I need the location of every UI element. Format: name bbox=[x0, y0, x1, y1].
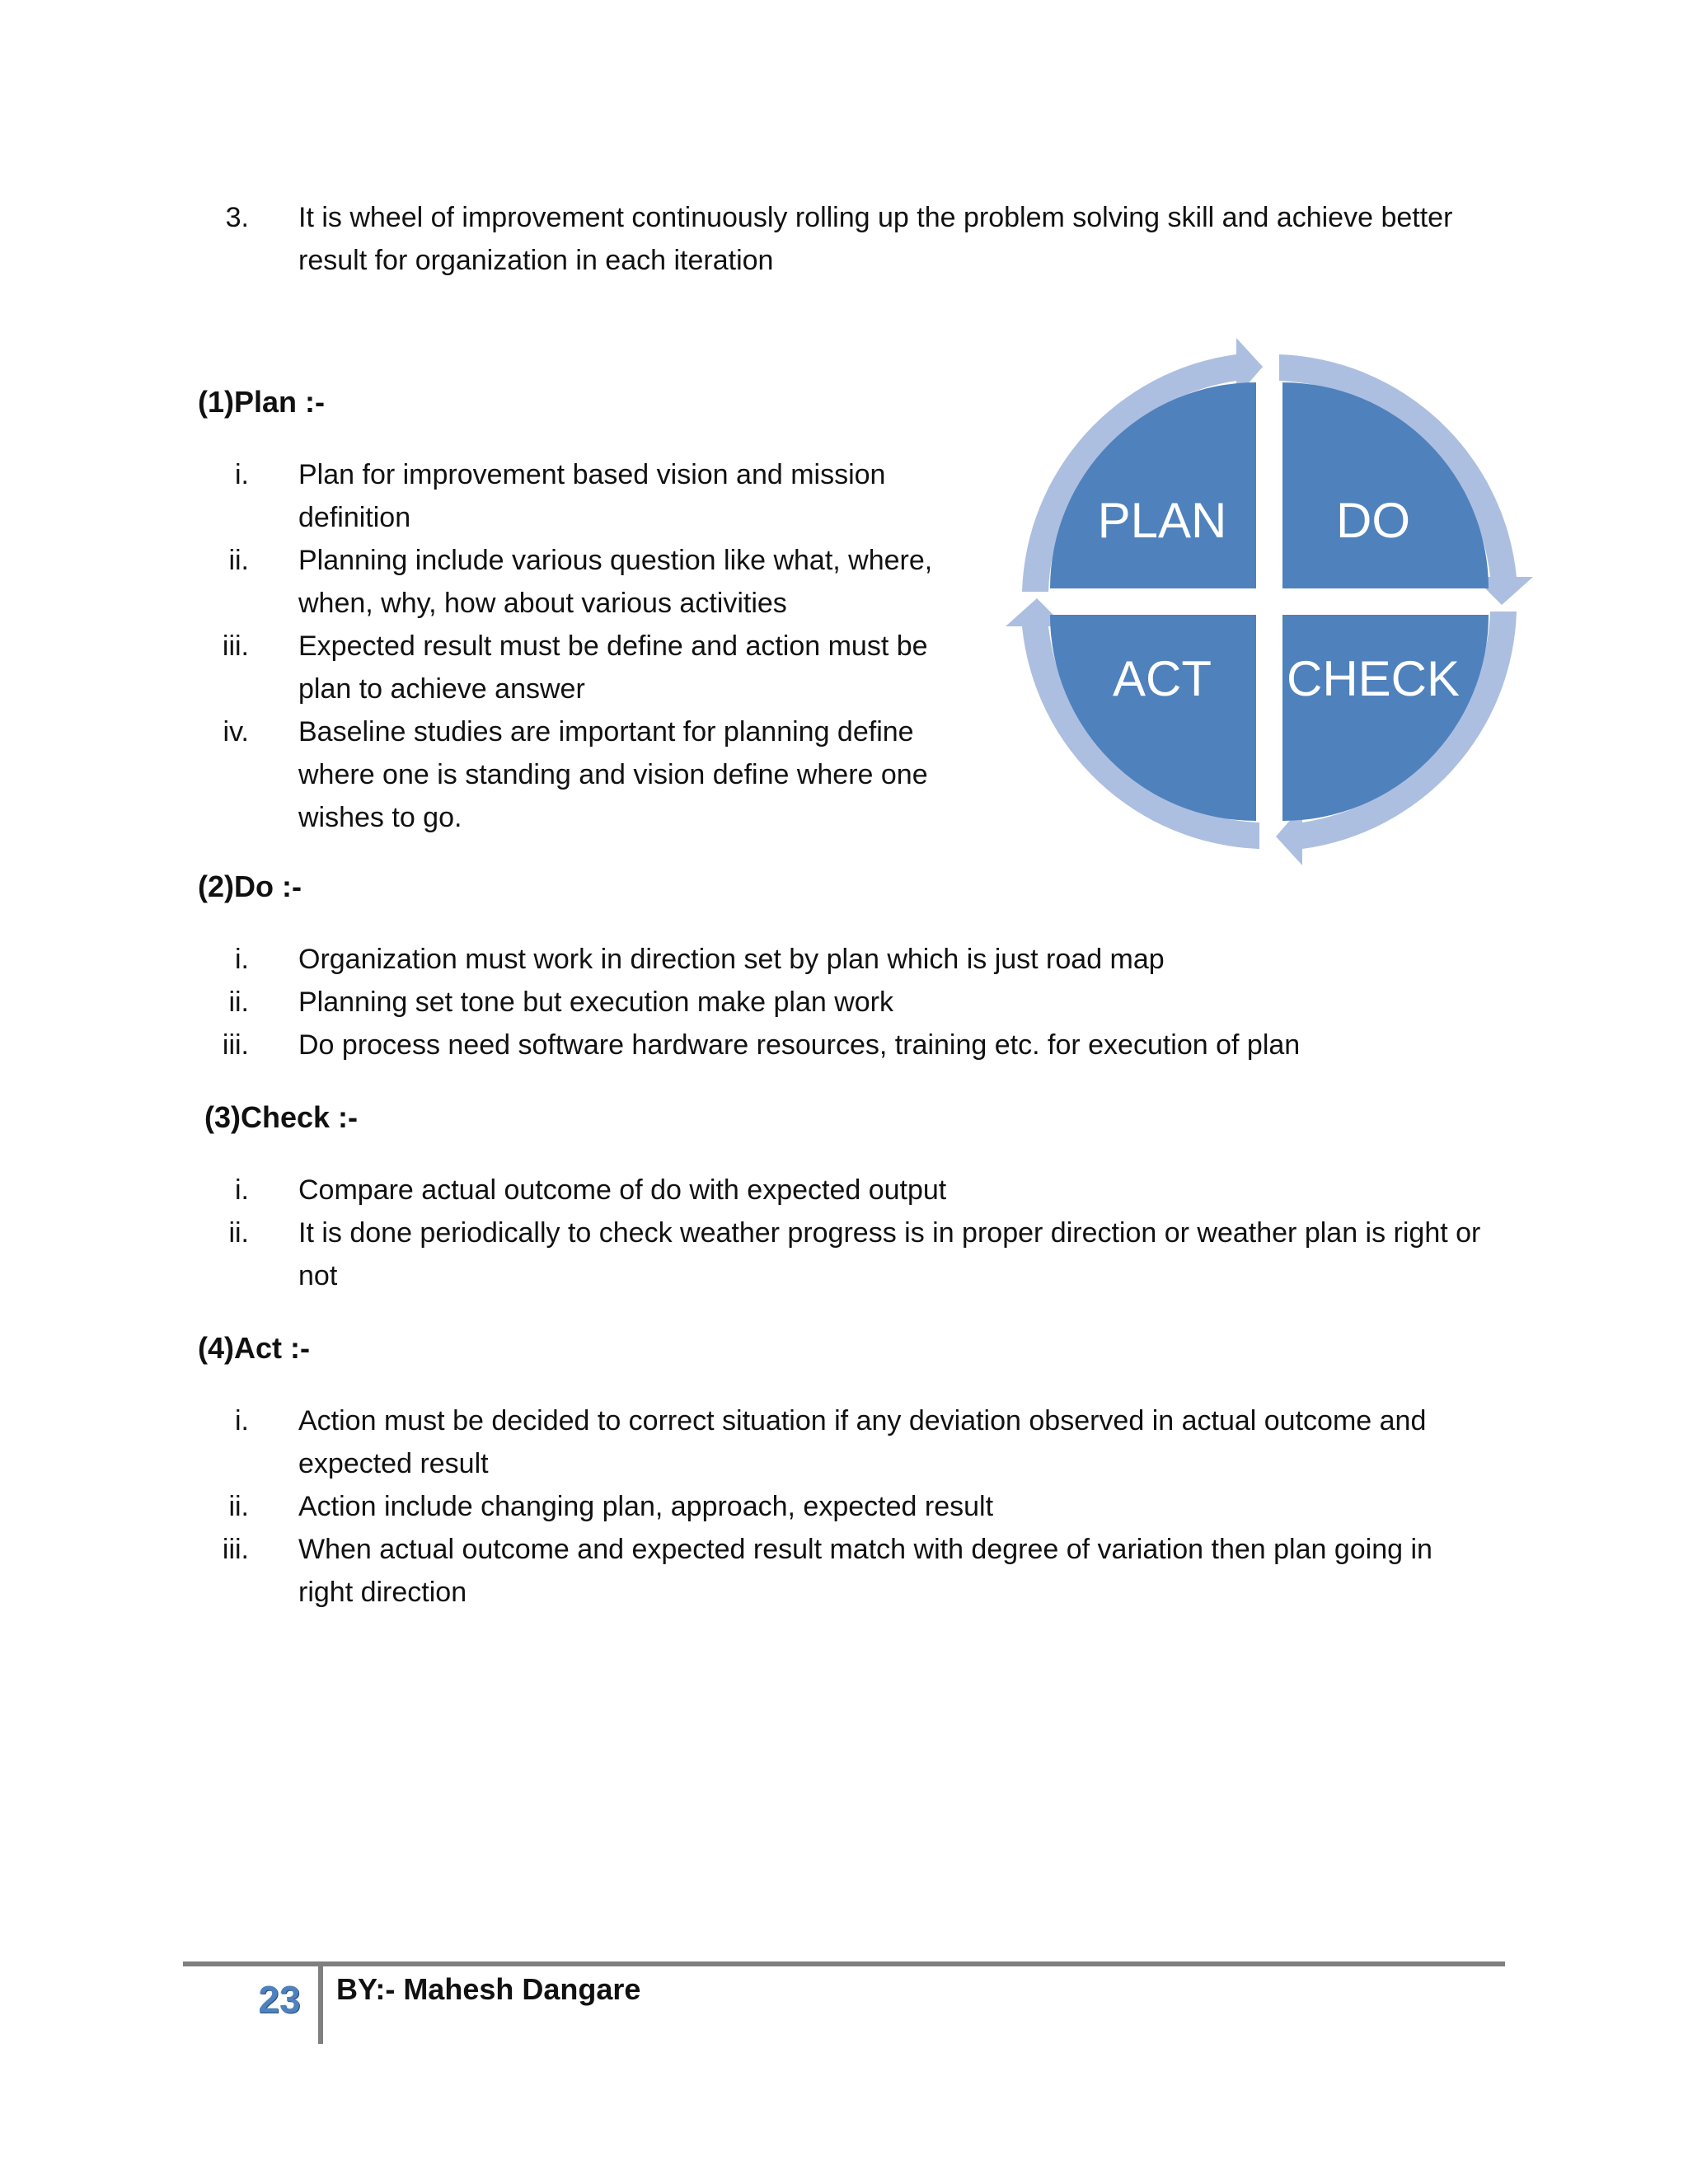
act-item-1-number: i. bbox=[235, 1405, 249, 1436]
footer-rule bbox=[183, 1961, 1505, 1966]
do-label: DO bbox=[1336, 493, 1410, 548]
check-item-1-number: i. bbox=[235, 1174, 249, 1206]
check-item-1-line-1: Compare actual outcome of do with expected output bbox=[298, 1174, 947, 1206]
act-item-2-number: ii. bbox=[228, 1491, 249, 1522]
plan-item-1-line-2: definition bbox=[298, 502, 411, 533]
page-number: 23 bbox=[258, 1978, 301, 2021]
check-heading: (3)Check :- bbox=[204, 1100, 359, 1134]
intro-line-1: It is wheel of improvement continuously rolling up the problem solving skill and achieve better bbox=[298, 202, 1453, 233]
check-item-2-line-1: It is done periodically to check weather progress is in proper direction or weather plan is right or bbox=[298, 1217, 1481, 1249]
act-item-2-line-1: Action include changing plan, approach, expected result bbox=[298, 1491, 994, 1522]
footer-author: BY:- Mahesh Dangare bbox=[336, 1972, 641, 2006]
footer-divider bbox=[318, 1965, 323, 2044]
check-label: CHECK bbox=[1286, 651, 1461, 706]
check-quadrant bbox=[1282, 615, 1489, 821]
plan-heading: (1)Plan :- bbox=[198, 385, 326, 419]
act-item-1-line-1: Action must be decided to correct situation if any deviation observed in actual outcome and bbox=[298, 1405, 1427, 1436]
act-item-3-line-1: When actual outcome and expected result match with degree of variation then plan going in bbox=[298, 1534, 1432, 1565]
act-item-3-line-2: right direction bbox=[298, 1577, 467, 1608]
plan-item-4-line-2: where one is standing and vision define where one bbox=[298, 759, 928, 790]
do-heading: (2)Do :- bbox=[198, 869, 302, 903]
plan-item-1-line-1: Plan for improvement based vision and mission bbox=[298, 459, 886, 490]
do-item-3-number: iii. bbox=[222, 1029, 249, 1061]
do-item-3-line-1: Do process need software hardware resources, training etc. for execution of plan bbox=[298, 1029, 1301, 1061]
intro-number: 3. bbox=[225, 202, 249, 233]
cycle-arrow-ring bbox=[1006, 338, 1533, 865]
do-item-2-number: ii. bbox=[228, 987, 249, 1018]
intro-line-2: result for organization in each iteration bbox=[298, 245, 774, 276]
plan-quadrant bbox=[1050, 382, 1256, 588]
plan-item-3-line-1: Expected result must be define and action must be bbox=[298, 630, 928, 662]
plan-item-2-line-2: when, why, how about various activities bbox=[298, 588, 787, 619]
plan-item-4-line-1: Baseline studies are important for planning define bbox=[298, 716, 914, 748]
check-item-2-number: ii. bbox=[228, 1217, 249, 1249]
check-item-2-line-2: not bbox=[298, 1260, 338, 1291]
plan-item-4-line-3: wishes to go. bbox=[298, 802, 462, 833]
pdca-cycle-diagram bbox=[997, 330, 1541, 874]
act-heading: (4)Act :- bbox=[198, 1331, 310, 1365]
plan-item-3-line-2: plan to achieve answer bbox=[298, 673, 585, 705]
plan-item-4-number: iv. bbox=[223, 716, 249, 748]
plan-label: PLAN bbox=[1097, 493, 1227, 548]
plan-item-2-number: ii. bbox=[228, 545, 249, 576]
plan-item-3-number: iii. bbox=[222, 630, 249, 662]
plan-item-2-line-1: Planning include various question like what, where, bbox=[298, 545, 933, 576]
act-item-1-line-2: expected result bbox=[298, 1448, 489, 1479]
plan-item-1-number: i. bbox=[235, 459, 249, 490]
do-item-1-number: i. bbox=[235, 944, 249, 975]
do-quadrant bbox=[1282, 382, 1489, 588]
act-label: ACT bbox=[1113, 651, 1212, 706]
do-item-2-line-1: Planning set tone but execution make plan work bbox=[298, 987, 894, 1018]
act-item-3-number: iii. bbox=[222, 1534, 249, 1565]
act-quadrant bbox=[1050, 615, 1256, 821]
do-item-1-line-1: Organization must work in direction set by plan which is just road map bbox=[298, 944, 1165, 975]
